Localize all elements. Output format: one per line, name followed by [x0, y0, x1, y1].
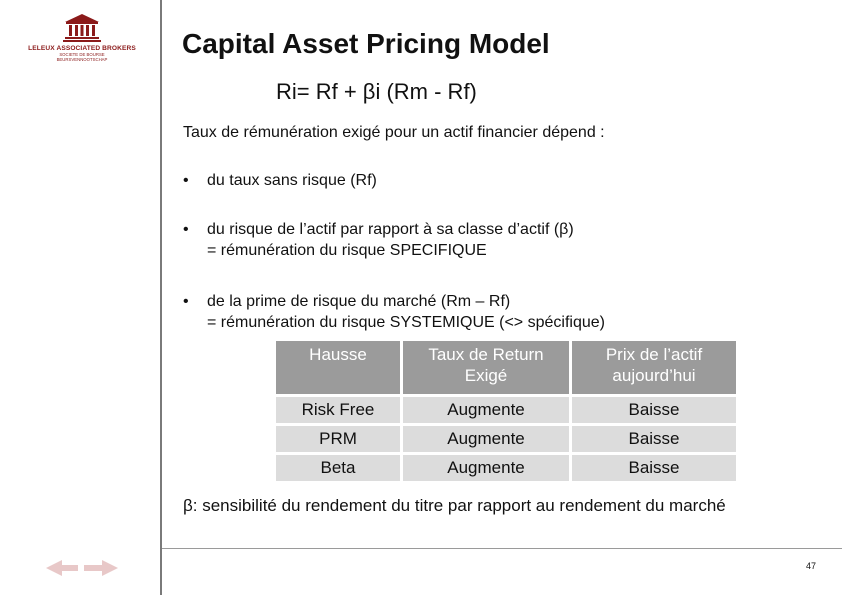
column-header: Prix de l’actif aujourd’hui [572, 341, 736, 394]
impact-table [273, 338, 739, 484]
beta-note: β: sensibilité du rendement du titre par rapport au rendement du marché [183, 496, 726, 515]
capm-formula: Ri= Rf + βi (Rm - Rf) [276, 79, 477, 104]
bullet-market-premium [183, 291, 605, 333]
bullet-line: de la prime de risque du marché (Rm – Rf) [207, 293, 511, 310]
intro-text: Taux de rémunération exigé pour un actif financier dépend : [183, 124, 605, 141]
bullet-marker: • [183, 293, 189, 310]
bullet-line: du taux sans risque (Rf) [207, 172, 377, 189]
arrow-left-icon[interactable] [46, 560, 78, 576]
column-header: Hausse [276, 341, 400, 394]
slide-navigation [46, 560, 118, 581]
column-header: Taux de Return Exigé [403, 341, 569, 394]
table-cell: Risk Free [276, 397, 400, 423]
page-number: 47 [806, 561, 817, 571]
table-row [276, 397, 736, 423]
table-header-row [276, 341, 736, 394]
arrow-right-icon[interactable] [84, 560, 118, 576]
table-cell: Augmente [403, 455, 569, 481]
slide-title: Capital Asset Pricing Model [182, 28, 550, 59]
table-cell: Beta [276, 455, 400, 481]
footer-divider [162, 548, 842, 549]
bullet-line: du risque de l’actif par rapport à sa classe d’actif (β) [207, 221, 574, 238]
building-columns-icon [62, 12, 102, 42]
bullet-specific-risk [183, 219, 574, 261]
table-row [276, 455, 736, 481]
bullet-continuation: = rémunération du risque SPECIFIQUE [207, 242, 487, 259]
logo-company-name: LELEUX ASSOCIATED BROKERS [28, 45, 136, 52]
table-cell: Augmente [403, 426, 569, 452]
logo-subtitle-nl: BEURSVENNOOTSCHAP [56, 57, 108, 62]
company-logo [14, 12, 150, 72]
logo-subtitle-fr: SOCIETE DE BOURSE [59, 52, 105, 57]
bullet-continuation: = rémunération du risque SYSTEMIQUE (<> spécifique) [207, 314, 605, 331]
table-row [276, 426, 736, 452]
vertical-divider [160, 0, 162, 595]
table-cell: PRM [276, 426, 400, 452]
bullet-marker: • [183, 172, 189, 189]
table-cell: Baisse [572, 455, 736, 481]
table-cell: Baisse [572, 397, 736, 423]
bullet-marker: • [183, 221, 189, 238]
table-cell: Baisse [572, 426, 736, 452]
bullet-risk-free [183, 170, 377, 191]
table-cell: Augmente [403, 397, 569, 423]
